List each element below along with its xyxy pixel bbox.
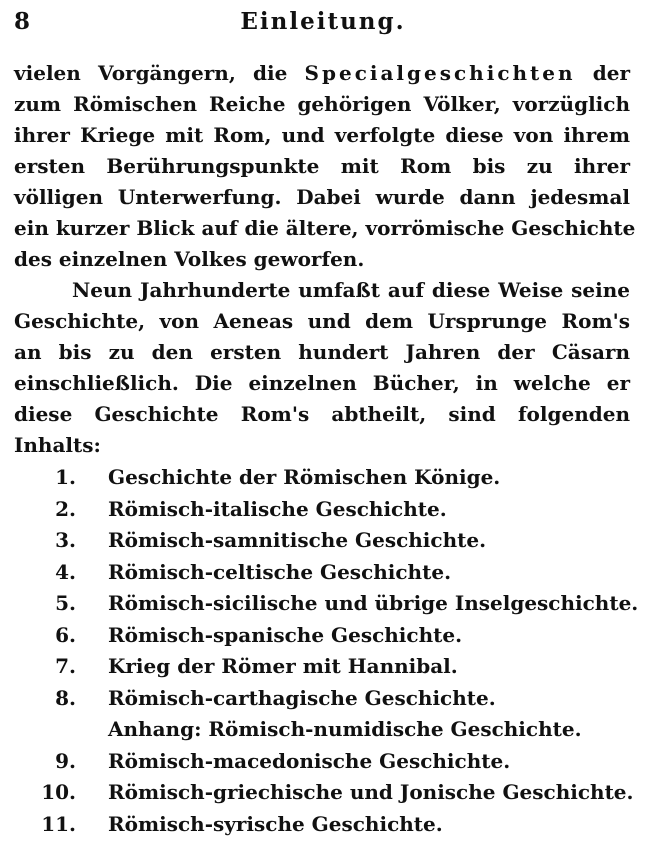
item-number: 6.	[55, 622, 76, 647]
contents-item	[36, 525, 636, 557]
contents-item	[36, 683, 636, 715]
contents-item	[36, 588, 639, 620]
item-title: Römisch-italische Geschichte.	[108, 496, 447, 521]
item-number: 11.	[41, 811, 76, 836]
paragraph-2	[14, 275, 630, 461]
contents-appendix	[36, 714, 636, 746]
text-line: an bis zu den ersten hundert Jahren der Cäsarn	[14, 340, 630, 364]
item-title: Römisch-celtische Geschichte.	[108, 559, 452, 584]
item-title: Römisch-carthagische Geschichte.	[108, 685, 496, 710]
item-number: 2.	[55, 496, 76, 521]
text-line: zum Römischen Reiche gehörigen Völker, vorzüglich	[14, 92, 630, 116]
text-line: ihrer Kriege mit Rom, und verfolgte diese von ihrem	[14, 123, 630, 147]
text-line: des einzelnen Volkes geworfen.	[14, 247, 365, 271]
text-line	[14, 58, 630, 89]
item-number: 4.	[55, 559, 76, 584]
contents-item	[36, 809, 636, 841]
item-number: 3.	[55, 528, 76, 552]
running-title: Einleitung.	[240, 8, 406, 35]
text-line: völligen Unterwerfung. Dabei wurde dann jedesmal	[14, 185, 630, 209]
item-title: Römisch-samnitische Geschichte.	[108, 528, 487, 552]
item-title: Römisch-spanische Geschichte.	[108, 622, 463, 647]
contents-item	[36, 651, 636, 683]
item-number: 10.	[41, 780, 76, 804]
text-line: ersten Berührungspunkte mit Rom bis zu ihrer	[14, 154, 630, 178]
text-line: Geschichte, von Aeneas und dem Ursprunge Rom's	[14, 309, 630, 333]
item-title: Römisch-macedonische Geschichte.	[108, 748, 511, 773]
body-text	[14, 58, 636, 461]
item-number: 1.	[55, 465, 76, 489]
item-title: Römisch-griechische und Jonische Geschichte.	[108, 780, 634, 804]
page-header	[14, 6, 632, 40]
item-title: Römisch-syrische Geschichte.	[108, 811, 443, 836]
text-line: diese Geschichte Rom's abtheilt, sind folgenden	[14, 402, 630, 426]
appendix-title: Anhang: Römisch-numidische Geschichte.	[108, 717, 582, 741]
table-of-contents	[36, 462, 639, 840]
text-line: Inhalts:	[14, 433, 101, 457]
item-title: Geschichte der Römischen Könige.	[108, 465, 501, 489]
item-title: Römisch-sicilische und übrige Inselgeschichte.	[108, 591, 639, 615]
contents-item	[36, 494, 636, 526]
text-line: einschließlich. Die einzelnen Bücher, in welche er	[14, 371, 630, 395]
item-number: 9.	[55, 748, 76, 773]
page-number: 8	[14, 8, 31, 35]
contents-item	[36, 462, 636, 494]
item-number: 5.	[55, 591, 76, 615]
contents-item	[36, 746, 636, 778]
item-number: 7.	[55, 654, 76, 678]
paragraph-1	[14, 58, 636, 275]
contents-item	[36, 557, 636, 589]
spaced-term: Specialgeschichten	[304, 61, 576, 85]
text-segment: vielen Vorgängern, die	[14, 61, 305, 85]
text-line: ein kurzer Blick auf die ältere, vorrömische Geschichte	[14, 216, 636, 240]
contents-item	[36, 777, 636, 809]
text-segment: der	[575, 61, 631, 85]
item-title: Krieg der Römer mit Hannibal.	[108, 654, 458, 678]
item-number: 8.	[55, 685, 76, 710]
text-line: Neun Jahrhunderte umfaßt auf diese Weise seine	[72, 278, 630, 302]
contents-item	[36, 620, 636, 652]
